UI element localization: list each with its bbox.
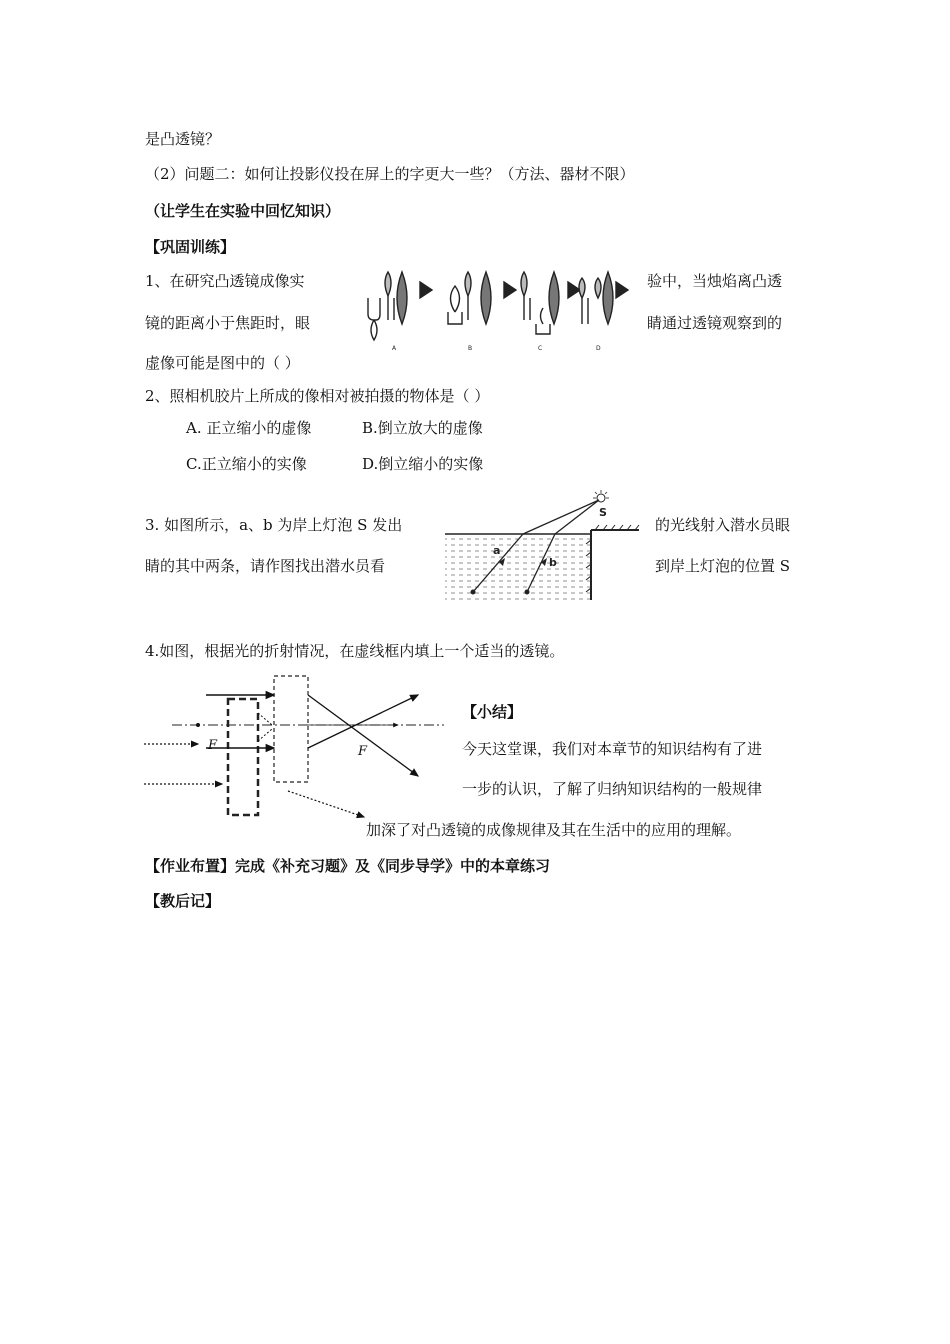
- option-label-c: C: [538, 345, 543, 352]
- q3-text-a: 3. 如图所示，a、b 为岸上灯泡 S 发出: [145, 516, 403, 534]
- option-label-d: D: [596, 345, 601, 352]
- option-label-b: B: [468, 345, 473, 352]
- option-label-a: A: [392, 345, 397, 352]
- refraction-lens-figure: [138, 673, 450, 823]
- q1-text-b: 验中，当烛焰离凸透: [647, 272, 783, 290]
- text-line: 是凸透镜？: [145, 130, 221, 148]
- after-class-notes-heading: 【教后记】: [145, 892, 221, 910]
- ray-a-label: a: [493, 544, 501, 557]
- q2-option-d: D.倒立缩小的实像: [362, 455, 484, 473]
- diver-light-figure: [443, 488, 643, 604]
- q3-text-c: 睛的其中两条，请作图找出潜水员看: [145, 557, 386, 575]
- summary-line-2: 一步的认识，了解了归纳知识结构的一般规律: [462, 780, 763, 798]
- homework-line: 【作业布置】完成《补充习题》及《同步导学》中的本章练习: [145, 857, 551, 875]
- q1-text-a: 1、在研究凸透镜成像实: [145, 272, 305, 290]
- q2-option-a: A. 正立缩小的虚像: [186, 419, 312, 437]
- teaching-note: （让学生在实验中回忆知识）: [145, 202, 341, 220]
- q4-text: 4.如图，根据光的折射情况，在虚线框内填上一个适当的透镜。: [145, 642, 565, 660]
- q3-text-d: 到岸上灯泡的位置 S: [655, 557, 791, 575]
- section-heading-practice: 【巩固训练】: [145, 238, 236, 256]
- focus-label-right: F: [358, 744, 368, 759]
- q1-text-c: 镜的距离小于焦距时，眼: [145, 314, 311, 332]
- candle-lens-figure: [358, 268, 632, 356]
- summary-line-1: 今天这堂课，我们对本章节的知识结构有了进: [462, 740, 763, 758]
- question-two: （2）问题二：如何让投影仪投在屏上的字更大一些？（方法、器材不限）: [145, 165, 635, 183]
- q1-text-d: 睛通过透镜观察到的: [647, 314, 783, 332]
- bulb-label: S: [599, 506, 607, 519]
- focus-label-left: F: [208, 738, 218, 753]
- q1-text-e: 虚像可能是图中的（ ）: [145, 354, 300, 372]
- q2-option-c: C.正立缩小的实像: [186, 455, 307, 473]
- q2-text: 2、照相机胶片上所成的像相对被拍摄的物体是（ ）: [145, 387, 490, 405]
- q2-option-b: B.倒立放大的虚像: [362, 419, 483, 437]
- ray-b-label: b: [549, 556, 557, 569]
- summary-heading: 【小结】: [462, 703, 523, 721]
- summary-line-3: 加深了对凸透镜的成像规律及其在生活中的应用的理解。: [366, 821, 742, 839]
- q3-text-b: 的光线射入潜水员眼: [655, 516, 791, 534]
